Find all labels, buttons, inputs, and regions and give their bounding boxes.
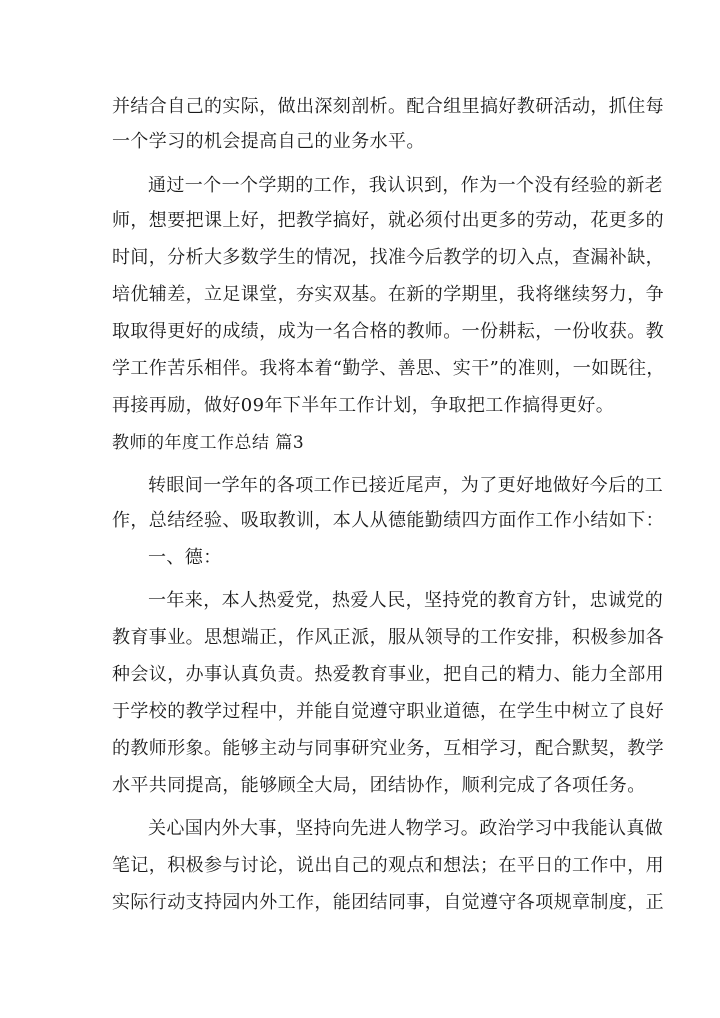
paragraph-line: 师，想要把课上好，把教学搞好，就必须付出更多的劳动，花更多的 — [112, 210, 664, 231]
paragraph-line: 实际行动支持园内外工作，能团结同事，自觉遵守各项规章制度，正 — [112, 892, 664, 913]
paragraph-line: 一年来，本人热爱党，热爱人民，坚持党的教育方针，忠诚党的 — [148, 590, 664, 611]
paragraph-line: 通过一个一个学期的工作，我认识到，作为一个没有经验的新老 — [148, 175, 664, 196]
paragraph-line: 时间，分析大多数学生的情况，找准今后教学的切入点，查漏补缺， — [112, 247, 664, 268]
paragraph-line: 转眼间一学年的各项工作已接近尾声，为了更好地做好今后的工 — [148, 475, 664, 496]
paragraph-line: 种会议，办事认真负责。热爱教育事业，把自己的精力、能力全部用 — [112, 664, 664, 685]
paragraph-line: 并结合自己的实际，做出深刻剖析。配合组里搞好教研活动，抓住每 — [112, 96, 664, 117]
paragraph-line: 于学校的教学过程中，并能自觉遵守职业道德，在学生中树立了良好 — [112, 701, 664, 722]
paragraph-line: 再接再励，做好09年下半年工作计划，争取把工作搞得更好。 — [112, 395, 615, 416]
paragraph-line: 笔记，积极参与讨论，说出自己的观点和想法；在平日的工作中，用 — [112, 855, 664, 876]
subsection-heading: 一、德： — [148, 547, 222, 568]
paragraph-line: 作，总结经验、吸取教训，本人从德能勤绩四方面作工作小结如下： — [112, 510, 664, 531]
paragraph-line: 学工作苦乐相伴。我将本着“勤学、善思、实干”的准则，一如既往， — [112, 358, 665, 379]
paragraph-line: 关心国内外大事，坚持向先进人物学习。政治学习中我能认真做 — [148, 818, 664, 839]
paragraph-line: 取取得更好的成绩，成为一名合格的教师。一份耕耘，一份收获。教 — [112, 321, 664, 342]
paragraph-line: 水平共同提高，能够顾全大局，团结协作，顺利完成了各项任务。 — [112, 775, 646, 796]
paragraph-line: 一个学习的机会提高自己的业务水平。 — [112, 131, 425, 152]
paragraph-line: 培优辅差，立足课堂，夯实双基。在新的学期里，我将继续努力，争 — [112, 284, 664, 305]
section-heading: 教师的年度工作总结 篇3 — [112, 433, 305, 453]
paragraph-line: 教育事业。思想端正，作风正派，服从领导的工作安排，积极参加各 — [112, 627, 664, 648]
paragraph-line: 的教师形象。能够主动与同事研究业务，互相学习，配合默契，教学 — [112, 738, 664, 759]
